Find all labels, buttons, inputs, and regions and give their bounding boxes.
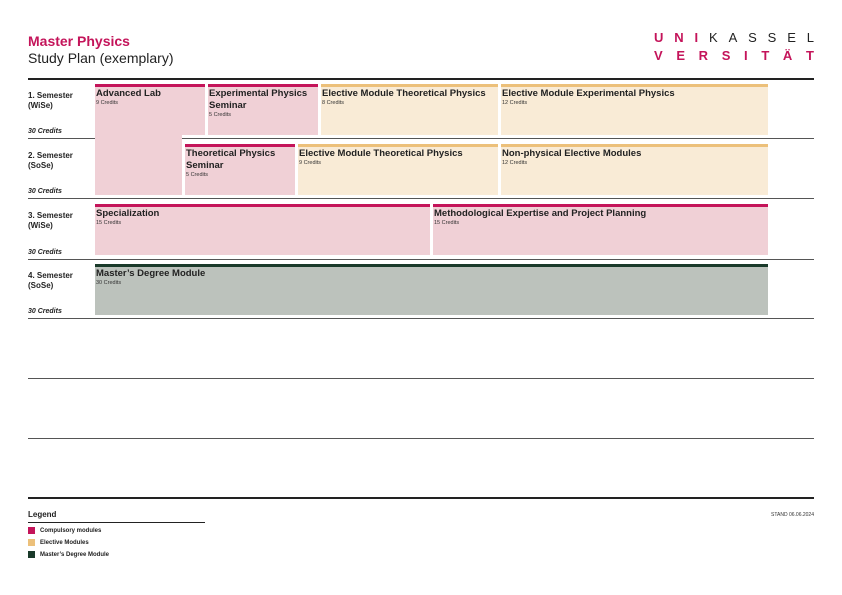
module-credits: 15 Credits bbox=[96, 220, 122, 226]
row-divider bbox=[28, 438, 814, 439]
logo-letter: L bbox=[806, 30, 814, 45]
semester-2-credits: 30 Credits bbox=[28, 188, 62, 195]
module-credits: 12 Credits bbox=[502, 100, 528, 106]
semester-term: (WiSe) bbox=[28, 101, 53, 110]
logo-letter: T bbox=[805, 48, 814, 63]
module-color-bar bbox=[298, 144, 498, 147]
legend-label: Elective Modules bbox=[40, 539, 89, 546]
logo-letter: S bbox=[748, 30, 757, 45]
legend-divider bbox=[28, 522, 205, 523]
logo-row-2 bbox=[654, 48, 814, 63]
semester-number: 2. Semester bbox=[28, 151, 73, 160]
module-specialization[interactable] bbox=[95, 204, 430, 255]
logo-letter: E bbox=[787, 30, 796, 45]
stand-date: STAND 06.06.2024 bbox=[771, 512, 814, 518]
semester-3-label bbox=[28, 211, 73, 231]
module-color-bar bbox=[185, 144, 295, 147]
module-elective-theoretical-1[interactable] bbox=[321, 84, 498, 135]
logo-letter: K bbox=[709, 30, 718, 45]
module-elective-theoretical-2[interactable] bbox=[298, 144, 498, 195]
module-color-bar bbox=[208, 84, 318, 87]
legend-label: Compulsory modules bbox=[40, 527, 102, 534]
module-advanced-lab[interactable] bbox=[95, 84, 205, 135]
logo-letter: T bbox=[761, 48, 770, 63]
module-color-bar bbox=[433, 204, 768, 207]
row-divider bbox=[28, 318, 814, 319]
module-credits: 9 Credits bbox=[299, 160, 322, 166]
module-experimental-seminar[interactable] bbox=[208, 84, 318, 135]
module-name: Specialization bbox=[96, 208, 160, 219]
module-credits: 8 Credits bbox=[322, 100, 345, 106]
logo-letter: V bbox=[654, 48, 663, 63]
semester-term: (SoSe) bbox=[28, 161, 54, 170]
module-name: Non-physical Elective Modules bbox=[502, 148, 642, 159]
module-masters-degree[interactable] bbox=[95, 264, 768, 315]
logo-letter: R bbox=[698, 48, 709, 63]
page-subtitle: Study Plan (exemplary) bbox=[28, 50, 174, 66]
module-methodological-expertise[interactable] bbox=[433, 204, 768, 255]
semester-2-label bbox=[28, 151, 73, 171]
module-credits: 9 Credits bbox=[96, 100, 119, 106]
logo-letter: U bbox=[654, 30, 664, 45]
semester-4-label bbox=[28, 271, 73, 291]
module-name: Elective Module Experimental Physics bbox=[502, 88, 675, 99]
logo-letter: E bbox=[676, 48, 685, 63]
module-name: Experimental Physics Seminar bbox=[209, 88, 308, 111]
legend-item-masters bbox=[28, 551, 109, 558]
module-credits: 12 Credits bbox=[502, 160, 528, 166]
semester-3-credits: 30 Credits bbox=[28, 249, 62, 256]
module-name: Methodological Expertise and Project Planning bbox=[434, 208, 647, 219]
logo-letter: N bbox=[674, 30, 684, 45]
legend-item-elective bbox=[28, 539, 89, 546]
module-color-bar bbox=[501, 84, 768, 87]
header-divider bbox=[28, 78, 814, 80]
module-credits: 30 Credits bbox=[96, 280, 122, 286]
module-name: Elective Module Theoretical Physics bbox=[299, 148, 463, 159]
row-divider bbox=[28, 259, 814, 260]
legend-label: Master’s Degree Module bbox=[40, 551, 110, 558]
logo-letter: S bbox=[767, 30, 777, 45]
legend-swatch bbox=[28, 527, 35, 534]
legend-item-compulsory bbox=[28, 527, 101, 534]
semester-number: 4. Semester bbox=[28, 271, 73, 280]
module-credits: 5 Credits bbox=[186, 172, 209, 178]
row-divider bbox=[28, 378, 814, 379]
module-color-bar bbox=[95, 84, 205, 87]
module-elective-experimental[interactable] bbox=[501, 84, 768, 135]
module-advanced-lab-extension[interactable] bbox=[95, 135, 182, 195]
module-color-bar bbox=[321, 84, 498, 87]
logo-letter: I bbox=[744, 48, 748, 63]
semester-4-credits: 30 Credits bbox=[28, 308, 62, 315]
semester-term: (SoSe) bbox=[28, 281, 54, 290]
semester-1-label bbox=[28, 91, 73, 111]
module-color-bar bbox=[95, 204, 430, 207]
semester-1-credits: 30 Credits bbox=[28, 128, 62, 135]
row-divider bbox=[28, 198, 814, 199]
module-color-bar bbox=[95, 264, 768, 267]
module-name: Theoretical Physics Seminar bbox=[186, 148, 276, 171]
semester-number: 1. Semester bbox=[28, 91, 73, 100]
logo-row-1 bbox=[654, 30, 814, 45]
logo-letter: I bbox=[694, 30, 699, 45]
module-name: Master’s Degree Module bbox=[96, 268, 206, 279]
module-name: Advanced Lab bbox=[96, 88, 161, 99]
university-logo bbox=[654, 30, 814, 63]
module-credits: 5 Credits bbox=[209, 112, 232, 118]
module-theoretical-seminar[interactable] bbox=[185, 144, 295, 195]
legend-swatch bbox=[28, 551, 35, 558]
semester-term: (WiSe) bbox=[28, 221, 53, 230]
logo-letter: S bbox=[721, 48, 731, 63]
module-credits: 15 Credits bbox=[434, 220, 460, 226]
logo-letter: A bbox=[728, 30, 738, 45]
module-name: Elective Module Theoretical Physics bbox=[322, 88, 486, 99]
page-title: Master Physics bbox=[28, 33, 130, 49]
module-non-physical-elective[interactable] bbox=[501, 144, 768, 195]
legend-title: Legend bbox=[28, 510, 57, 519]
module-color-bar bbox=[501, 144, 768, 147]
semester-number: 3. Semester bbox=[28, 211, 73, 220]
logo-letter: Ä bbox=[782, 48, 793, 63]
footer-divider bbox=[28, 497, 814, 499]
legend-swatch bbox=[28, 539, 35, 546]
